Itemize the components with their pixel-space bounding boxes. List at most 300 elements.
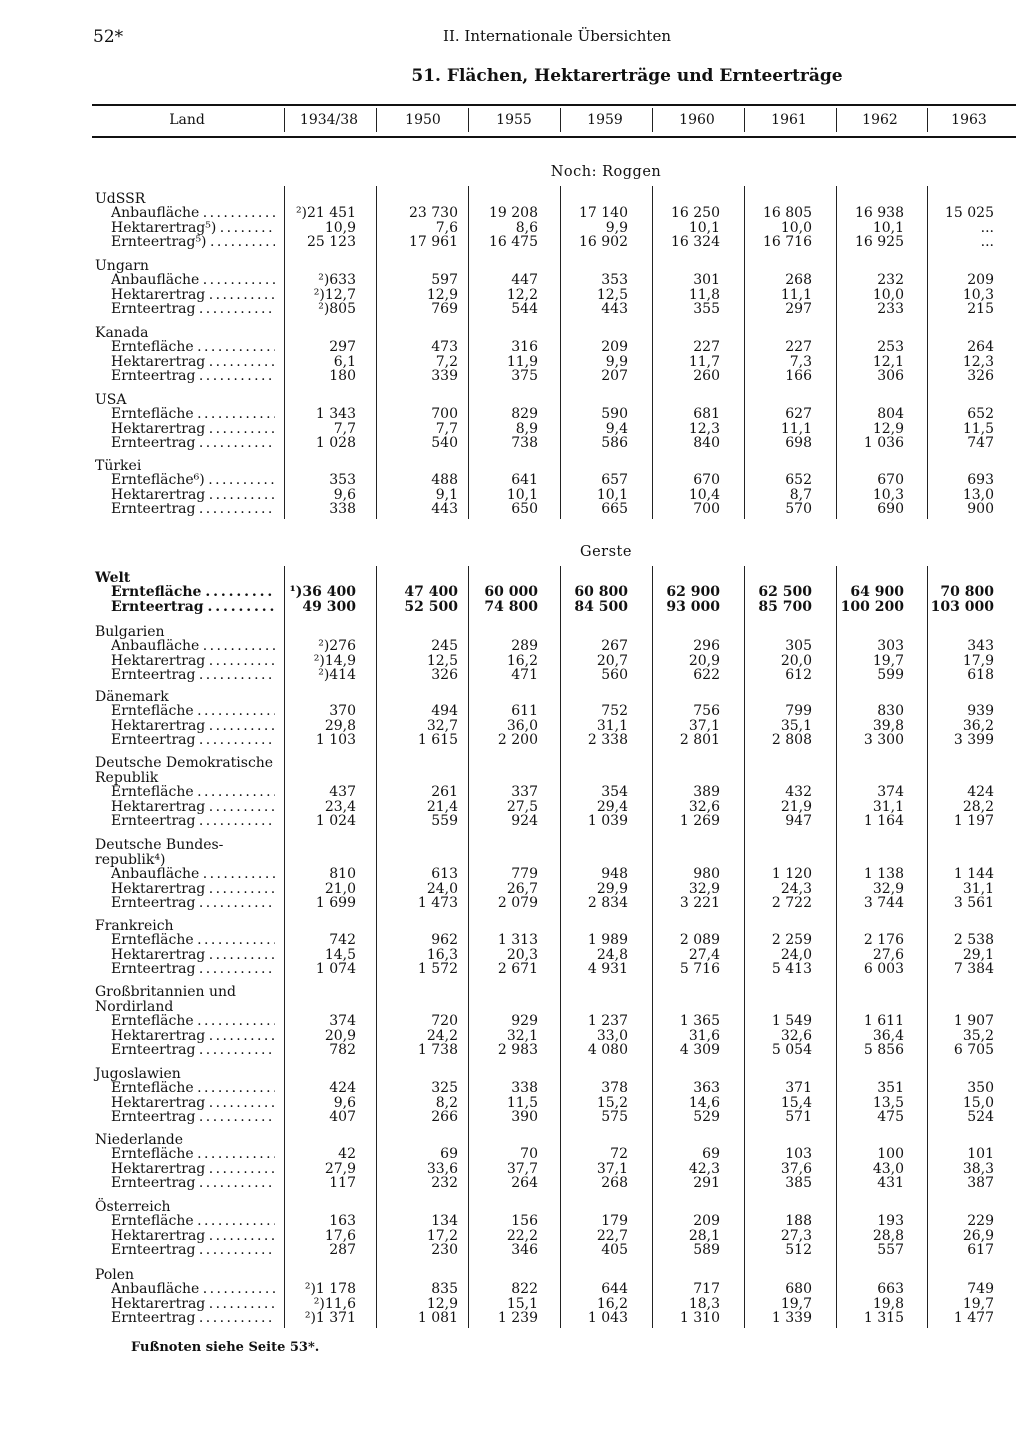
table-cell: 343	[967, 638, 994, 654]
table-cell: 24,0	[426, 880, 458, 897]
table-cell: 36,0	[506, 717, 538, 734]
table-cell: 12,3	[962, 353, 994, 370]
table-cell: 929	[511, 1013, 538, 1029]
table-cell: 29,9	[596, 880, 628, 897]
table-cell: 156	[511, 1213, 538, 1229]
row-label: Anbaufläche . . .	[111, 867, 275, 882]
table-cell: 15,2	[596, 1094, 628, 1111]
table-cell: ²)11,6	[313, 1295, 356, 1312]
table-cell: 756	[693, 703, 720, 719]
table-cell: 1 310	[679, 1310, 720, 1327]
table-cell: 29,8	[324, 717, 356, 734]
table-cell: 2 338	[587, 732, 628, 749]
table-cell: 11,1	[780, 420, 812, 437]
table-cell: 948	[601, 866, 628, 882]
table-cell: 424	[329, 1080, 356, 1096]
header-rule	[92, 136, 1016, 138]
table-cell: 227	[693, 339, 720, 355]
table-cell: 16 902	[579, 234, 628, 251]
table-cell: 24,8	[596, 946, 628, 963]
table-cell: 207	[601, 368, 628, 385]
table-cell: 782	[329, 1042, 356, 1059]
column-divider	[284, 186, 285, 519]
header-year: 1959	[587, 112, 623, 128]
table-cell: 1 343	[315, 406, 356, 422]
table-cell: 37,1	[688, 717, 720, 734]
table-cell: 650	[511, 501, 538, 518]
table-cell: 1 103	[315, 732, 356, 749]
table-cell: 2 808	[771, 732, 812, 749]
table-cell: 25 123	[307, 234, 356, 251]
table-cell: 296	[693, 638, 720, 654]
row-label: Ernteertrag . . .	[111, 1311, 275, 1326]
country-name: Niederlande	[95, 1132, 184, 1148]
table-cell: 227	[785, 339, 812, 355]
country-name: Türkei	[95, 458, 142, 474]
table-cell: 443	[601, 301, 628, 318]
table-cell: 267	[601, 638, 628, 654]
header-column-divider	[284, 108, 285, 132]
table-cell: 5 054	[771, 1042, 812, 1059]
section-title: Noch: Roggen	[550, 164, 662, 180]
table-cell: 1 120	[771, 866, 812, 882]
table-cell: 681	[693, 406, 720, 422]
table-cell: 16 250	[671, 205, 720, 221]
table-cell: 16 805	[763, 205, 812, 221]
table-cell: 47 400	[404, 584, 458, 600]
table-cell: 10,3	[962, 286, 994, 303]
table-cell: 69	[440, 1146, 458, 1162]
table-cell: 1 611	[863, 1013, 904, 1029]
row-label: Hektarertrag . . .	[111, 288, 275, 303]
table-cell: 306	[877, 368, 904, 385]
country-name: USA	[95, 392, 127, 408]
table-cell: 8,6	[515, 219, 538, 236]
table-cell: 15,1	[506, 1295, 538, 1312]
table-cell: 544	[511, 301, 538, 318]
table-cell: 245	[431, 638, 458, 654]
country-name: Großbritannien und Nordirland	[95, 984, 237, 1015]
table-cell: 939	[967, 703, 994, 719]
table-cell: 166	[785, 368, 812, 385]
table-cell: 1 615	[417, 732, 458, 749]
table-cell: 799	[785, 703, 812, 719]
table-cell: 31,6	[688, 1027, 720, 1044]
table-cell: 42	[338, 1146, 356, 1162]
row-label: Ernteertrag . . .	[111, 896, 275, 911]
row-label: Erntefläche . . .	[111, 785, 275, 800]
table-cell: 16 475	[489, 234, 538, 251]
row-label: Ernteertrag⁵) . . .	[111, 235, 275, 250]
table-cell: 9,1	[435, 486, 458, 503]
table-cell: ²)805	[318, 301, 356, 318]
table-cell: 16,3	[426, 946, 458, 963]
column-divider	[652, 186, 653, 519]
table-cell: 305	[785, 638, 812, 654]
row-label: Anbaufläche . . .	[111, 273, 275, 288]
table-cell: 529	[693, 1109, 720, 1126]
table-cell: 316	[511, 339, 538, 355]
table-cell: 16,2	[596, 1295, 628, 1312]
table-cell: 717	[693, 1281, 720, 1297]
table-cell: 20,3	[506, 946, 538, 963]
table-cell: 36,4	[872, 1027, 904, 1044]
table-cell: 575	[601, 1109, 628, 1126]
row-label: Erntefläche . . .	[111, 585, 275, 600]
table-cell: 779	[511, 866, 538, 882]
table-cell: 407	[329, 1109, 356, 1126]
table-cell: 27,6	[872, 946, 904, 963]
table-cell: 297	[785, 301, 812, 318]
header-year: 1950	[405, 112, 441, 128]
table-cell: 10,3	[872, 486, 904, 503]
table-cell: 36,2	[962, 717, 994, 734]
header-column-divider	[652, 108, 653, 132]
country-name: Kanada	[95, 325, 149, 341]
row-label: Ernteertrag . . .	[111, 1176, 275, 1191]
table-cell: 12,9	[426, 286, 458, 303]
table-cell: 3 561	[953, 895, 994, 912]
table-cell: 9,6	[333, 486, 356, 503]
header-year: 1934/38	[299, 112, 359, 128]
table-cell: 12,5	[426, 652, 458, 669]
table-cell: 7,7	[333, 420, 356, 437]
table-cell: 31,1	[596, 717, 628, 734]
row-label: Hektarertrag . . .	[111, 719, 275, 734]
table-cell: 8,7	[789, 486, 812, 503]
table-cell: 611	[511, 703, 538, 719]
table-cell: 617	[967, 1242, 994, 1259]
table-cell: 570	[785, 501, 812, 518]
table-cell: 134	[431, 1213, 458, 1229]
table-cell: 29,4	[596, 798, 628, 815]
row-label: Erntefläche . . .	[111, 407, 275, 422]
table-cell: 22,2	[506, 1227, 538, 1244]
table-cell: 1 028	[315, 435, 356, 452]
table-cell: 15,0	[962, 1094, 994, 1111]
country-name: Ungarn	[95, 258, 149, 274]
table-cell: 24,2	[426, 1027, 458, 1044]
table-cell: 17 140	[579, 205, 628, 221]
row-label: Ernteertrag . . .	[111, 369, 275, 384]
table-cell: ²)12,7	[313, 286, 356, 303]
country-name: Deutsche Bundes- republik⁴)	[95, 837, 224, 868]
column-divider	[652, 566, 653, 1328]
table-cell: 2 801	[679, 732, 720, 749]
table-cell: 230	[431, 1242, 458, 1259]
header-column-divider	[560, 108, 561, 132]
table-cell: 390	[511, 1109, 538, 1126]
table-cell: 19,7	[962, 1295, 994, 1312]
table-cell: 590	[601, 406, 628, 422]
table-cell: 70 800	[940, 584, 994, 600]
table-cell: 6 705	[953, 1042, 994, 1059]
row-label: Hektarertrag⁵) . . .	[111, 221, 275, 236]
table-cell: 31,1	[962, 880, 994, 897]
country-name: Österreich	[95, 1199, 171, 1215]
table-cell: 2 722	[771, 895, 812, 912]
table-cell: 188	[785, 1213, 812, 1229]
table-cell: 13,0	[962, 486, 994, 503]
table-cell: 700	[431, 406, 458, 422]
table-cell: 232	[877, 272, 904, 288]
table-cell: 209	[693, 1213, 720, 1229]
table-cell: 7,3	[789, 353, 812, 370]
table-cell: 264	[511, 1175, 538, 1192]
table-cell: 32,6	[688, 798, 720, 815]
table-cell: 20,7	[596, 652, 628, 669]
table-cell: 17,2	[426, 1227, 458, 1244]
table-cell: 11,7	[688, 353, 720, 370]
table-cell: 35,2	[962, 1027, 994, 1044]
table-cell: 622	[693, 667, 720, 684]
row-label: Ernteertrag . . .	[111, 668, 275, 683]
row-label: Ernteertrag . . .	[111, 1043, 275, 1058]
table-cell: 665	[601, 501, 628, 518]
table-cell: 16 716	[763, 234, 812, 251]
row-label: Ernteertrag . . .	[111, 600, 275, 615]
table-cell: 11,1	[780, 286, 812, 303]
table-cell: 738	[511, 435, 538, 452]
table-cell: 1 144	[953, 866, 994, 882]
table-cell: 1 197	[953, 813, 994, 830]
table-cell: 62 900	[666, 584, 720, 600]
table-cell: 560	[601, 667, 628, 684]
table-cell: 375	[511, 368, 538, 385]
table-cell: 31,1	[872, 798, 904, 815]
table-cell: 14,5	[324, 946, 356, 963]
table-cell: 12,5	[596, 286, 628, 303]
table-cell: 437	[329, 784, 356, 800]
table-cell: 17,6	[324, 1227, 356, 1244]
table-cell: 27,4	[688, 946, 720, 963]
table-cell: 1 315	[863, 1310, 904, 1327]
table-cell: 1 339	[771, 1310, 812, 1327]
table-cell: 1 313	[497, 932, 538, 948]
table-cell: ²)1 178	[304, 1281, 356, 1297]
table-cell: 652	[785, 472, 812, 488]
table-cell: 117	[329, 1175, 356, 1192]
row-label: Erntefläche . . .	[111, 704, 275, 719]
row-label: Ernteertrag . . .	[111, 814, 275, 829]
table-cell: 700	[693, 501, 720, 518]
table-cell: 829	[511, 406, 538, 422]
table-cell: 16 324	[671, 234, 720, 251]
table-cell: 371	[785, 1080, 812, 1096]
country-name: Welt	[95, 570, 131, 586]
row-label: Erntefläche . . .	[111, 1147, 275, 1162]
table-cell: 27,5	[506, 798, 538, 815]
country-name: Frankreich	[95, 918, 174, 934]
table-cell: 193	[877, 1213, 904, 1229]
column-divider	[468, 186, 469, 519]
table-cell: 1 549	[771, 1013, 812, 1029]
table-cell: 353	[601, 272, 628, 288]
table-cell: 830	[877, 703, 904, 719]
table-cell: 475	[877, 1109, 904, 1126]
table-cell: 540	[431, 435, 458, 452]
table-cell: 19 208	[489, 205, 538, 221]
row-label: Ernteertrag . . .	[111, 436, 275, 451]
table-cell: 9,6	[333, 1094, 356, 1111]
row-label: Hektarertrag . . .	[111, 1096, 275, 1111]
column-divider	[376, 566, 377, 1328]
table-cell: 3 744	[863, 895, 904, 912]
table-cell: 101	[967, 1146, 994, 1162]
country-name: Deutsche Demokratische Republik	[95, 755, 274, 786]
row-label: Ernteertrag . . .	[111, 1243, 275, 1258]
table-cell: 20,0	[780, 652, 812, 669]
table-cell: 16 925	[855, 234, 904, 251]
table-cell: 663	[877, 1281, 904, 1297]
table-cell: 15,4	[780, 1094, 812, 1111]
row-label: Ernteertrag . . .	[111, 1110, 275, 1125]
table-cell: 6 003	[863, 961, 904, 978]
table-cell: 14,6	[688, 1094, 720, 1111]
table-cell: 2 089	[679, 932, 720, 948]
table-cell: 1 473	[417, 895, 458, 912]
table-cell: 100 200	[840, 598, 904, 615]
table-cell: 657	[601, 472, 628, 488]
table-cell: 32,7	[426, 717, 458, 734]
table-cell: 354	[601, 784, 628, 800]
table-cell: ²)633	[318, 272, 356, 288]
table-cell: 15 025	[945, 205, 994, 221]
header-column-divider	[744, 108, 745, 132]
table-cell: 690	[877, 501, 904, 518]
table-cell: 209	[967, 272, 994, 288]
table-cell: 1 164	[863, 813, 904, 830]
table-cell: 1 036	[863, 435, 904, 452]
table-cell: 38,3	[962, 1160, 994, 1177]
table-cell: 72	[610, 1146, 628, 1162]
table-cell: 13,5	[872, 1094, 904, 1111]
table-cell: 264	[967, 339, 994, 355]
table-cell: 85 700	[758, 598, 812, 615]
table-cell: 1 989	[587, 932, 628, 948]
table-cell: 9,9	[605, 219, 628, 236]
table-cell: 720	[431, 1013, 458, 1029]
table-cell: 571	[785, 1109, 812, 1126]
table-cell: 1 907	[953, 1013, 994, 1029]
row-label: Hektarertrag . . .	[111, 1229, 275, 1244]
table-cell: 378	[601, 1080, 628, 1096]
table-cell: 586	[601, 435, 628, 452]
table-cell: 4 931	[587, 961, 628, 978]
table-cell: 2 538	[953, 932, 994, 948]
row-label: Erntefläche . . .	[111, 1214, 275, 1229]
header-year: 1961	[771, 112, 807, 128]
table-cell: 33,6	[426, 1160, 458, 1177]
table-cell: 16 938	[855, 205, 904, 221]
table-cell: 2 671	[497, 961, 538, 978]
table-cell: 7 384	[953, 961, 994, 978]
table-cell: 3 399	[953, 732, 994, 749]
table-cell: 326	[967, 368, 994, 385]
table-cell: 363	[693, 1080, 720, 1096]
table-cell: 10,9	[324, 219, 356, 236]
table-cell: 11,5	[962, 420, 994, 437]
table-cell: 2 983	[497, 1042, 538, 1059]
table-cell: 670	[693, 472, 720, 488]
table-cell: 471	[511, 667, 538, 684]
table-cell: 338	[329, 501, 356, 518]
table-cell: 1 024	[315, 813, 356, 830]
table-cell: 70	[520, 1146, 538, 1162]
table-cell: 62 500	[758, 584, 812, 600]
table-cell: ²)14,9	[313, 652, 356, 669]
table-cell: 810	[329, 866, 356, 882]
table-cell: 693	[967, 472, 994, 488]
table-cell: 900	[967, 501, 994, 518]
table-cell: 20,9	[324, 1027, 356, 1044]
table-cell: 627	[785, 406, 812, 422]
table-cell: 749	[967, 1281, 994, 1297]
row-label: Anbaufläche . . .	[111, 206, 275, 221]
table-cell: 835	[431, 1281, 458, 1297]
table-cell: 12,3	[688, 420, 720, 437]
row-label: Erntefläche⁶) . . .	[111, 473, 275, 488]
table-cell: 37,7	[506, 1160, 538, 1177]
table-cell: 326	[431, 667, 458, 684]
country-name: Polen	[95, 1267, 135, 1283]
table-cell: 559	[431, 813, 458, 830]
table-cell: 7,7	[435, 420, 458, 437]
table-cell: 27,3	[780, 1227, 812, 1244]
table-cell: 374	[329, 1013, 356, 1029]
table-cell: 21,4	[426, 798, 458, 815]
row-label: Erntefläche . . .	[111, 340, 275, 355]
table-cell: 32,1	[506, 1027, 538, 1044]
row-label: Ernteertrag . . .	[111, 502, 275, 517]
table-cell: 1 039	[587, 813, 628, 830]
table-cell: 840	[693, 435, 720, 452]
table-cell: 28,8	[872, 1227, 904, 1244]
table-cell: 232	[431, 1175, 458, 1192]
table-cell: 23,4	[324, 798, 356, 815]
footnote: Fußnoten siehe Seite 53*.	[131, 1340, 320, 1355]
column-divider	[927, 566, 928, 1328]
header-year: 1962	[862, 112, 898, 128]
table-cell: 179	[601, 1213, 628, 1229]
column-divider	[560, 566, 561, 1328]
table-cell: 103	[785, 1146, 812, 1162]
table-cell: 297	[329, 339, 356, 355]
country-name: Bulgarien	[95, 624, 165, 640]
row-label: Hektarertrag . . .	[111, 355, 275, 370]
table-cell: 1 138	[863, 866, 904, 882]
table-cell: 2 259	[771, 932, 812, 948]
table-cell: 69	[702, 1146, 720, 1162]
table-cell: 589	[693, 1242, 720, 1259]
table-cell: 9,4	[605, 420, 628, 437]
table-cell: 387	[967, 1175, 994, 1192]
table-cell: ...	[980, 234, 994, 251]
table-cell: 27,9	[324, 1160, 356, 1177]
table-cell: 74 800	[484, 598, 538, 615]
table-cell: 1 572	[417, 961, 458, 978]
table-cell: ²)1 371	[304, 1310, 356, 1327]
column-divider	[560, 186, 561, 519]
table-cell: 28,1	[688, 1227, 720, 1244]
table-cell: 804	[877, 406, 904, 422]
table-cell: 10,1	[506, 486, 538, 503]
table-cell: 1 043	[587, 1310, 628, 1327]
table-cell: 355	[693, 301, 720, 318]
column-divider	[744, 566, 745, 1328]
table-cell: 37,1	[596, 1160, 628, 1177]
table-cell: 644	[601, 1281, 628, 1297]
